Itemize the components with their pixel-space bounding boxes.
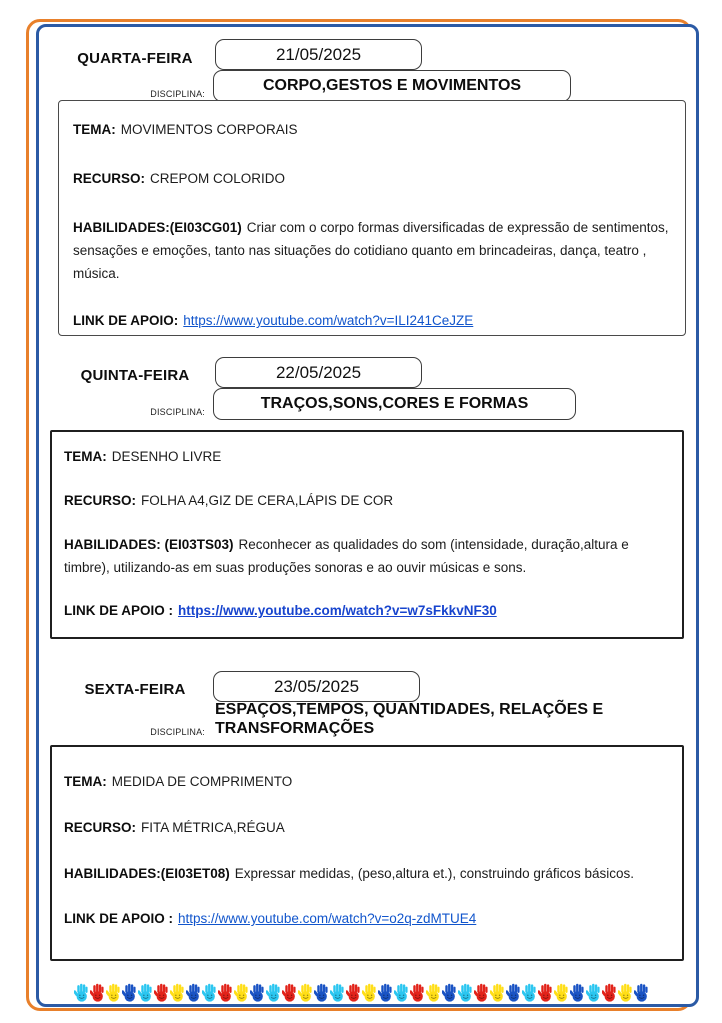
handprint-icon: [474, 982, 489, 1003]
handprint-icon: [218, 982, 233, 1003]
disciplina-value: TRAÇOS,SONS,CORES E FORMAS: [260, 395, 529, 412]
tema-line: [73, 118, 671, 141]
handprint-icon: [106, 982, 121, 1003]
handprint-icon: [586, 982, 601, 1003]
recurso-line: [64, 489, 670, 512]
youtube-link[interactable]: https://www.youtube.com/watch?v=w7sFkkvNF30: [178, 603, 497, 618]
recurso-value: FITA MÉTRICA,RÉGUA: [141, 820, 285, 835]
habilidades-paragraph: [64, 862, 670, 885]
handprint-icon: [250, 982, 265, 1003]
handprint-icon: [74, 982, 89, 1003]
handprint-icon: [138, 982, 153, 1003]
handprint-icon: [122, 982, 137, 1003]
tema-value: DESENHO LIVRE: [111, 449, 222, 464]
lesson-box: [58, 100, 686, 336]
habilidades-text: Criar com o corpo formas diversificadas de expressão de sentimentos, sensações e emoções, tanto nas situações do cotidiano quanto em brincadeiras, dança, teatro , música.: [73, 220, 669, 281]
youtube-link[interactable]: https://www.youtube.com/watch?v=o2q-zdMTUE4: [178, 911, 477, 926]
handprint-icon: [362, 982, 377, 1003]
date-box: [215, 357, 422, 388]
disciplina-box: [213, 70, 571, 102]
link-line: [64, 907, 670, 930]
handprint-icon: [458, 982, 473, 1003]
tema-label: TEMA:: [64, 774, 107, 789]
handprint-row: [61, 975, 661, 1003]
recurso-line: [64, 816, 670, 839]
recurso-label: RECURSO:: [73, 171, 146, 186]
tema-line: [64, 770, 670, 793]
day-label: QUARTA-FEIRA: [77, 50, 193, 67]
habilidades-label: HABILIDADES: (EI03TS03): [64, 537, 234, 552]
handprint-icon: [538, 982, 553, 1003]
recurso-value: FOLHA A4,GIZ DE CERA,LÁPIS DE COR: [141, 493, 394, 508]
handprint-icon: [554, 982, 569, 1003]
handprint-icon: [202, 982, 217, 1003]
handprint-icon: [298, 982, 313, 1003]
tema-label: TEMA:: [73, 122, 116, 137]
tema-label: TEMA:: [64, 449, 107, 464]
handprint-icon: [570, 982, 585, 1003]
lesson-box: [50, 745, 684, 961]
tema-value: MOVIMENTOS CORPORAIS: [120, 122, 298, 137]
handprint-icon: [394, 982, 409, 1003]
tema-value: MEDIDA DE COMPRIMENTO: [111, 774, 293, 789]
habilidades-text: Expressar medidas, (peso,altura et.), construindo gráficos básicos.: [234, 866, 634, 881]
handprint-icon: [634, 982, 649, 1003]
handprint-icon: [346, 982, 361, 1003]
habilidades-paragraph: [73, 216, 671, 285]
disciplina-value: CORPO,GESTOS E MOVIMENTOS: [262, 77, 522, 94]
handprint-icon: [282, 982, 297, 1003]
day-label: SEXTA-FEIRA: [84, 681, 186, 698]
day-label: QUINTA-FEIRA: [80, 367, 190, 384]
handprint-icon: [490, 982, 505, 1003]
handprint-icon: [90, 982, 105, 1003]
disciplina-value: ESPAÇOS,TEMPOS, QUANTIDADES, RELAÇÕES E TRANSFORMAÇÕES: [215, 701, 604, 737]
handprint-icon: [442, 982, 457, 1003]
link-label: LINK DE APOIO :: [64, 911, 174, 926]
link-label: LINK DE APOIO :: [64, 603, 174, 618]
link-label: LINK DE APOIO:: [73, 313, 179, 328]
disciplina-box: [213, 388, 576, 420]
handprint-icon: [618, 982, 633, 1003]
handprint-icon: [234, 982, 249, 1003]
handprint-icon: [266, 982, 281, 1003]
handprint-icon: [154, 982, 169, 1003]
disciplina-label: DISCIPLINA:: [150, 89, 205, 99]
handprint-icon: [522, 982, 537, 1003]
handprint-icon: [330, 982, 345, 1003]
habilidades-label: HABILIDADES:(EI03ET08): [64, 866, 230, 881]
date-value: 21/05/2025: [275, 44, 362, 64]
link-line: [64, 599, 670, 622]
recurso-line: [73, 167, 671, 190]
handprint-icon: [506, 982, 521, 1003]
recurso-label: RECURSO:: [64, 493, 137, 508]
tema-line: [64, 445, 670, 468]
youtube-link[interactable]: https://www.youtube.com/watch?v=ILI241CeJZE: [183, 313, 474, 328]
habilidades-label: HABILIDADES:(EI03CG01): [73, 220, 242, 235]
date-value: 23/05/2025: [273, 676, 360, 696]
handprint-icon: [602, 982, 617, 1003]
date-box: [213, 671, 420, 702]
disciplina-label: DISCIPLINA:: [150, 727, 205, 737]
handprint-icon: [186, 982, 201, 1003]
habilidades-paragraph: [64, 533, 670, 579]
recurso-value: CREPOM COLORIDO: [150, 171, 286, 186]
handprint-icon: [314, 982, 329, 1003]
handprint-icon: [410, 982, 425, 1003]
habilidades-text: Reconhecer as qualidades do som (intensidade, duração,altura e timbre), utilizando-as em suas produções sonoras e ao ouvir músicas e sons.: [64, 537, 629, 575]
recurso-label: RECURSO:: [64, 820, 137, 835]
date-box: [215, 39, 422, 70]
handprint-icon: [426, 982, 441, 1003]
disciplina-label: DISCIPLINA:: [150, 407, 205, 417]
link-line: [73, 309, 671, 332]
date-value: 22/05/2025: [275, 362, 362, 382]
handprint-icon: [378, 982, 393, 1003]
lesson-box: [50, 430, 684, 639]
handprint-icon: [170, 982, 185, 1003]
